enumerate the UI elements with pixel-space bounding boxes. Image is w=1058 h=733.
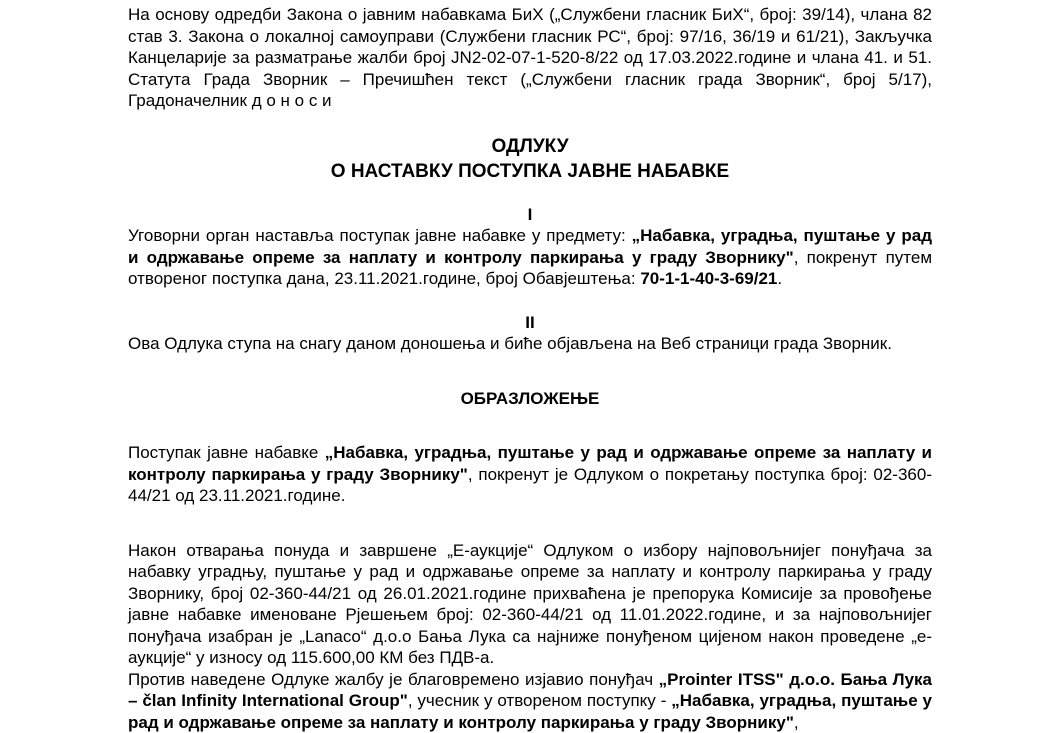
section-1-text-a: Уговорни орган наставља поступак јавне набавке у предмету: — [128, 226, 632, 245]
para-1-text-b: , покренут је Одлуком о покретању поступка број: 02-360-44/21 од 23.11.2021.године. — [128, 465, 932, 506]
section-1-subject: „Набавка, уградња, пуштање у рад и одржавање опреме за наплату и контролу паркирања у граду Зворнику" — [128, 226, 932, 267]
intro-paragraph: На основу одредби Закона о јавним набавкама БиХ („Службени гласник БиХ“, број: 39/14), члана 82 став 3. Закона о локалној самоуправи (Службени гласник РС“, број: 97/16, 36/19 и 61/21), Закључка Канцеларије за разматрање жалби број JN2-02-07-1-520-8/22 од 17.03.2022.године и члана 41. и 51. Статута Града Зворник – Пречишћен текст („Службени гласник града Зворник“, број 5/17), Градоначелник д о н о с и — [128, 0, 932, 112]
reasoning-paragraph-1 — [128, 442, 932, 507]
section-1-paragraph — [128, 225, 932, 290]
title-line-1: ОДЛУКУ — [128, 134, 932, 159]
para-1-subject: „Набавка, уградња, пуштање у рад и одржавање опреме за наплату и контролу паркирања у граду Зворнику" — [128, 443, 932, 484]
section-2-number: II — [128, 312, 932, 334]
section-1-text-b: , покренут путем отвореног поступка дана, 23.11.2021.године, број Обавјештења: — [128, 248, 932, 289]
section-1-notice-number: 70-1-1-40-3-69/21 — [640, 269, 777, 288]
title-line-2: О НАСТАВКУ ПОСТУПКА ЈАВНЕ НАБАВКЕ — [128, 159, 932, 184]
document-title — [128, 134, 932, 184]
para-3-subject: „Набавка, уградња, пуштање у рад и одржавање опреме за наплату и контролу паркирања у граду Зворнику" — [128, 691, 932, 732]
document-page — [128, 0, 932, 733]
para-3-text-b: , учесник у отвореном поступку - — [408, 691, 671, 710]
para-1-text-a: Поступак јавне набавке — [128, 443, 325, 462]
para-3-text-c: , — [794, 713, 799, 732]
reasoning-heading: ОБРАЗЛОЖЕЊЕ — [128, 388, 932, 410]
reasoning-paragraph-2: Након отварања понуда и завршене „Е-аукције“ Одлуком о избору најповољнијег понуђача за набавку уградњу, пуштање у рад и одржавање опреме за наплату и контролу паркирања у граду Зворнику, број 02-360-44/21 од 26.01.2021.године прихваћена је препорука Комисије за провођење јавне набавке именоване Рјешењем број: 02-360-44/21 од 11.01.2022.године, и за најповољнијег понуђача изабран је „Lanaco“ д.о.о Бања Лука са најниже понуђеном цијеном након проведене „е-аукције“ у износу од 115.600,00 КМ без ПДВ-а. — [128, 540, 932, 669]
section-2-paragraph: Ова Одлука ступа на снагу даном доношења и биће објављена на Веб страници града Зворник. — [128, 333, 932, 355]
section-1-text-c: . — [777, 269, 782, 288]
section-1-number: I — [128, 204, 932, 226]
reasoning-paragraph-3 — [128, 669, 932, 733]
para-3-text-a: Против наведене Одлуке жалбу је благовремено изјавио понуђач — [128, 670, 659, 689]
para-3-bidder: „Prointer ITSS" д.о.о. Бања Лука – član Infinity International Group" — [128, 670, 932, 711]
